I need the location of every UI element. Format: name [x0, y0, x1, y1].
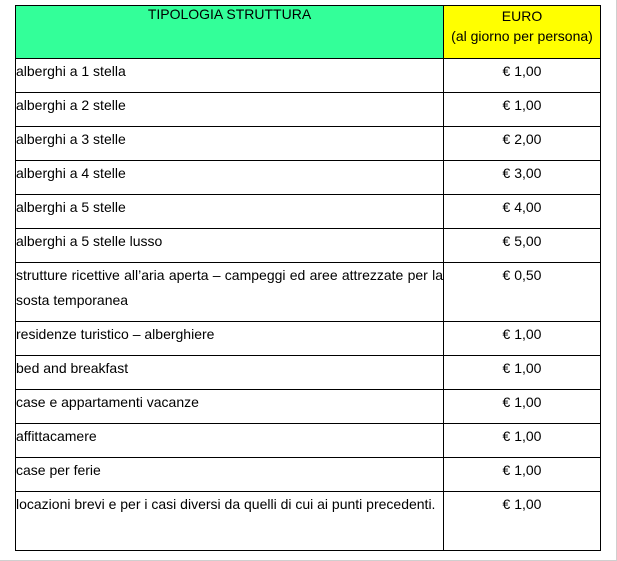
table-row — [16, 390, 601, 424]
price-cell: € 1,00 — [444, 390, 601, 424]
price-cell: € 1,00 — [444, 492, 601, 551]
price-cell: € 1,00 — [444, 458, 601, 492]
price-cell: € 1,00 — [444, 59, 601, 93]
tariff-table — [15, 5, 601, 551]
structure-type-cell: alberghi a 3 stelle — [16, 127, 444, 161]
price-cell: € 1,00 — [444, 93, 601, 127]
price-cell: € 3,00 — [444, 161, 601, 195]
header-euro-cell — [444, 6, 601, 59]
header-euro-sub: (al giorno per persona) — [451, 28, 593, 44]
price-cell: € 5,00 — [444, 229, 601, 263]
structure-type-cell: locazioni brevi e per i casi diversi da quelli di cui ai punti precedenti. — [16, 492, 444, 551]
header-euro-label: EURO — [501, 8, 543, 24]
structure-type-cell: affittacamere — [16, 424, 444, 458]
structure-type-cell: case per ferie — [16, 458, 444, 492]
structure-type-cell: residenze turistico – alberghiere — [16, 322, 444, 356]
price-cell: € 2,00 — [444, 127, 601, 161]
price-cell: € 1,00 — [444, 424, 601, 458]
table-row — [16, 229, 601, 263]
structure-type-cell: alberghi a 4 stelle — [16, 161, 444, 195]
price-cell: € 1,00 — [444, 322, 601, 356]
table-row — [16, 263, 601, 322]
table-row — [16, 161, 601, 195]
structure-type-cell: alberghi a 5 stelle lusso — [16, 229, 444, 263]
table-row — [16, 356, 601, 390]
table-row — [16, 322, 601, 356]
table-row — [16, 492, 601, 551]
structure-type-cell: strutture ricettive all’aria aperta – campeggi ed aree attrezzate per la sosta temporanea — [16, 263, 444, 322]
structure-type-cell: case e appartamenti vacanze — [16, 390, 444, 424]
structure-type-cell: alberghi a 1 stella — [16, 59, 444, 93]
table-row — [16, 93, 601, 127]
table-row — [16, 195, 601, 229]
table-row — [16, 458, 601, 492]
structure-type-cell: alberghi a 2 stelle — [16, 93, 444, 127]
structure-type-cell: bed and breakfast — [16, 356, 444, 390]
structure-type-cell: alberghi a 5 stelle — [16, 195, 444, 229]
table-row — [16, 127, 601, 161]
table-row — [16, 59, 601, 93]
header-row — [16, 6, 601, 59]
header-type-cell: TIPOLOGIA STRUTTURA — [16, 6, 444, 59]
price-cell: € 1,00 — [444, 356, 601, 390]
price-cell: € 0,50 — [444, 263, 601, 322]
table-row — [16, 424, 601, 458]
price-cell: € 4,00 — [444, 195, 601, 229]
